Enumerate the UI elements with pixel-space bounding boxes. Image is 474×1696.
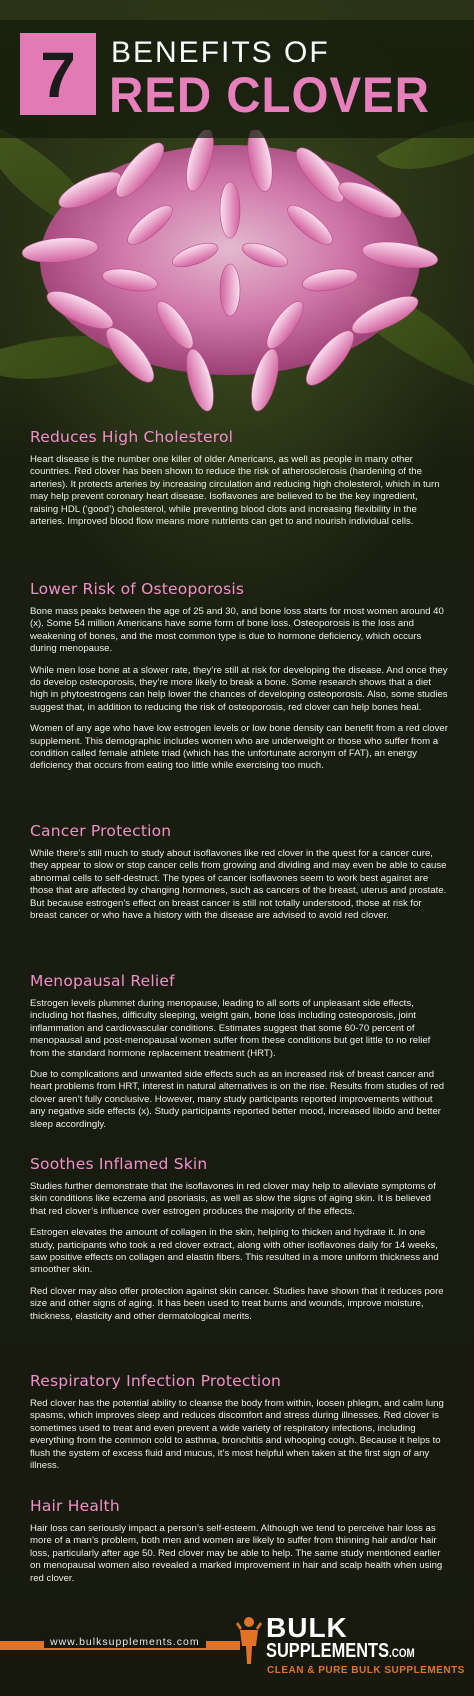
website-url[interactable]: www.bulksupplements.com — [44, 1636, 206, 1648]
section-heading: Respiratory Infection Protection — [30, 1372, 282, 1390]
benefit-count: 7 — [40, 39, 76, 111]
section-heading: Lower Risk of Osteoporosis — [30, 580, 245, 598]
section-paragraph: Women of any age who have low estrogen levels or low bone density can benefit from a red clover supplement. This demographic includes women who are underweight or those who suffer from a condition called female athlete triad (which has the unfortunate acronym of FAT), an energy deficiency that occurs from eating too little while exercising too much. — [30, 723, 448, 772]
logo-supplements-text — [266, 1640, 415, 1663]
red-clover-flower-image — [0, 130, 474, 430]
section-paragraph: While there’s still much to study about isoflavones like red clover in the quest for a cancer cure, they appear to slow or stop cancer cells from growing and dividing and may even be able to cause abnormal cells to self-destruct. The types of cancer isoflavones seem to work best against are those that are affected by changing hormones, such as cancers of the breast, uterus and prostate. But because estrogen’s effect on breast cancer is still not totally understood, those at risk for breast cancer or who have a history with the disease are advised to avoid red clover. — [30, 848, 447, 922]
logo-com-text: .COM — [389, 1646, 415, 1660]
logo-bulk-text: BULK — [266, 1612, 348, 1643]
section-paragraph: Estrogen levels plummet during menopause, leading to all sorts of unpleasant side effects, including hot flashes, difficulty sleeping, weight gain, bone loss including osteoporosis, joint inflammation and cardiovascular conditions. Estimates suggest that some 60-70 percent of menopausal and post-menopausal women suffer from these conditions but get little to no relief from the standard hormone replacement treatment (HRT). — [30, 998, 431, 1059]
section-paragraph: While men lose bone at a slower rate, they’re still at risk for developing the disease. And once they do develop osteoporosis, they’re more likely to break a bone. Some research shows that a diet high in phytoestrogens can help lower the chances of developing osteoporosis. Also, some studies suggest that, in addition to reducing the risk of osteoporosis, red clover can help bones heal. — [30, 664, 448, 713]
logo-tagline: CLEAN & PURE BULK SUPPLEMENTS — [267, 1665, 465, 1676]
section-heading: Soothes Inflamed Skin — [30, 1155, 208, 1173]
section-paragraph: Red clover may also offer protection against skin cancer. Studies have shown that it reduces pore size and other signs of aging. It has been used to treat burns and wounds, improve moisture, thickness, elasticity and other dermatological merits. — [30, 1285, 444, 1322]
title-line-2: RED CLOVER — [109, 67, 430, 123]
section-soothes-inflamed-skin — [30, 1155, 448, 1332]
section-paragraph: Hair loss can seriously impact a person’s self-esteem. Although we tend to perceive hair loss as more of a man’s problem, both men and women are likely to suffer from thinning hair and/or hair loss, particularly after age 50. Red clover may be able to help. The same study mentioned earlier on menopausal women also revealed a marked improvement in hair and scalp health when using red clover. — [30, 1523, 443, 1584]
section-paragraph: Estrogen elevates the amount of collagen in the skin, helping to thicken and hydrate it. In one study, participants who took a red clover extract, along with other isoflavones daily for 14 weeks, saw positive effects on collagen and elastin fibers. This resulted in a more uniform thickness and smoother skin. — [30, 1227, 439, 1276]
flexing-figure-icon — [236, 1616, 262, 1666]
logo-supplements-word: SUPPLEMENTS — [266, 1640, 390, 1662]
section-hair-health — [30, 1497, 448, 1594]
section-respiratory-infection-protection — [30, 1372, 448, 1481]
section-paragraph: Heart disease is the number one killer of older Americans, as well as people in many other countries. Red clover has been shown to reduce the risk of atherosclerosis (hardening of the arteries). It protects arteries by increasing circulation and reducing high cholesterol, which in turn may help prevent coronary heart disease. Isoflavones are believed to be the key ingredient, raising HDL (‘good’) cholesterol, while preventing blood clots and increasing flexibility in the arteries. Improved blood flow means more nutrients can get to and nourish individual cells. — [30, 454, 440, 528]
section-paragraph: Red clover has the potential ability to cleanse the body from within, loosen phlegm, and calm lung spasms, which improves sleep and reduces discomfort and stress during illnesses. Red clover is sometimes used to treat and even prevent a wide variety of respiratory infections, including everything from the common cold to asthma, bronchitis and whooping cough. Because it helps to flush the system of excess fluid and mucus, it’s most helpful when taken at the first sign of any illness. — [30, 1398, 444, 1472]
section-paragraph: Bone mass peaks between the age of 25 and 30, and bone loss starts for most women around 40 (x). Some 54 million Americans have some form of bone loss. Osteoporosis is the loss and weakening of bones, and the most common type is due to hormone deficiency, which occurs during menopause. — [30, 606, 444, 655]
section-heading: Cancer Protection — [30, 822, 172, 840]
section-reduces-high-cholesterol — [30, 428, 448, 537]
section-heading: Hair Health — [30, 1497, 120, 1515]
section-lower-risk-of-osteoporosis — [30, 580, 448, 782]
section-paragraph: Due to complications and unwanted side effects such as an increased risk of breast cancer and heart problems from HRT, interest in natural alternatives is on the rise. Results from studies of red clover aren’t fully conclusive. However, many study participants reported improvements without any negative side effects (x). Study participants reported better mood, increased libido and better sleep accordingly. — [30, 1069, 445, 1130]
section-menopausal-relief — [30, 972, 448, 1140]
section-heading: Reduces High Cholesterol — [30, 428, 234, 446]
section-paragraph: Studies further demonstrate that the isoflavones in red clover may help to alleviate symptoms of skin conditions like eczema and psoriasis, as well as slow the signs of aging skin. It is believed that red clover’s influence over estrogen produces the majority of the effects. — [30, 1181, 436, 1217]
section-heading: Menopausal Relief — [30, 972, 175, 990]
section-cancer-protection — [30, 822, 448, 931]
title-line-1: BENEFITS OF — [111, 36, 330, 69]
